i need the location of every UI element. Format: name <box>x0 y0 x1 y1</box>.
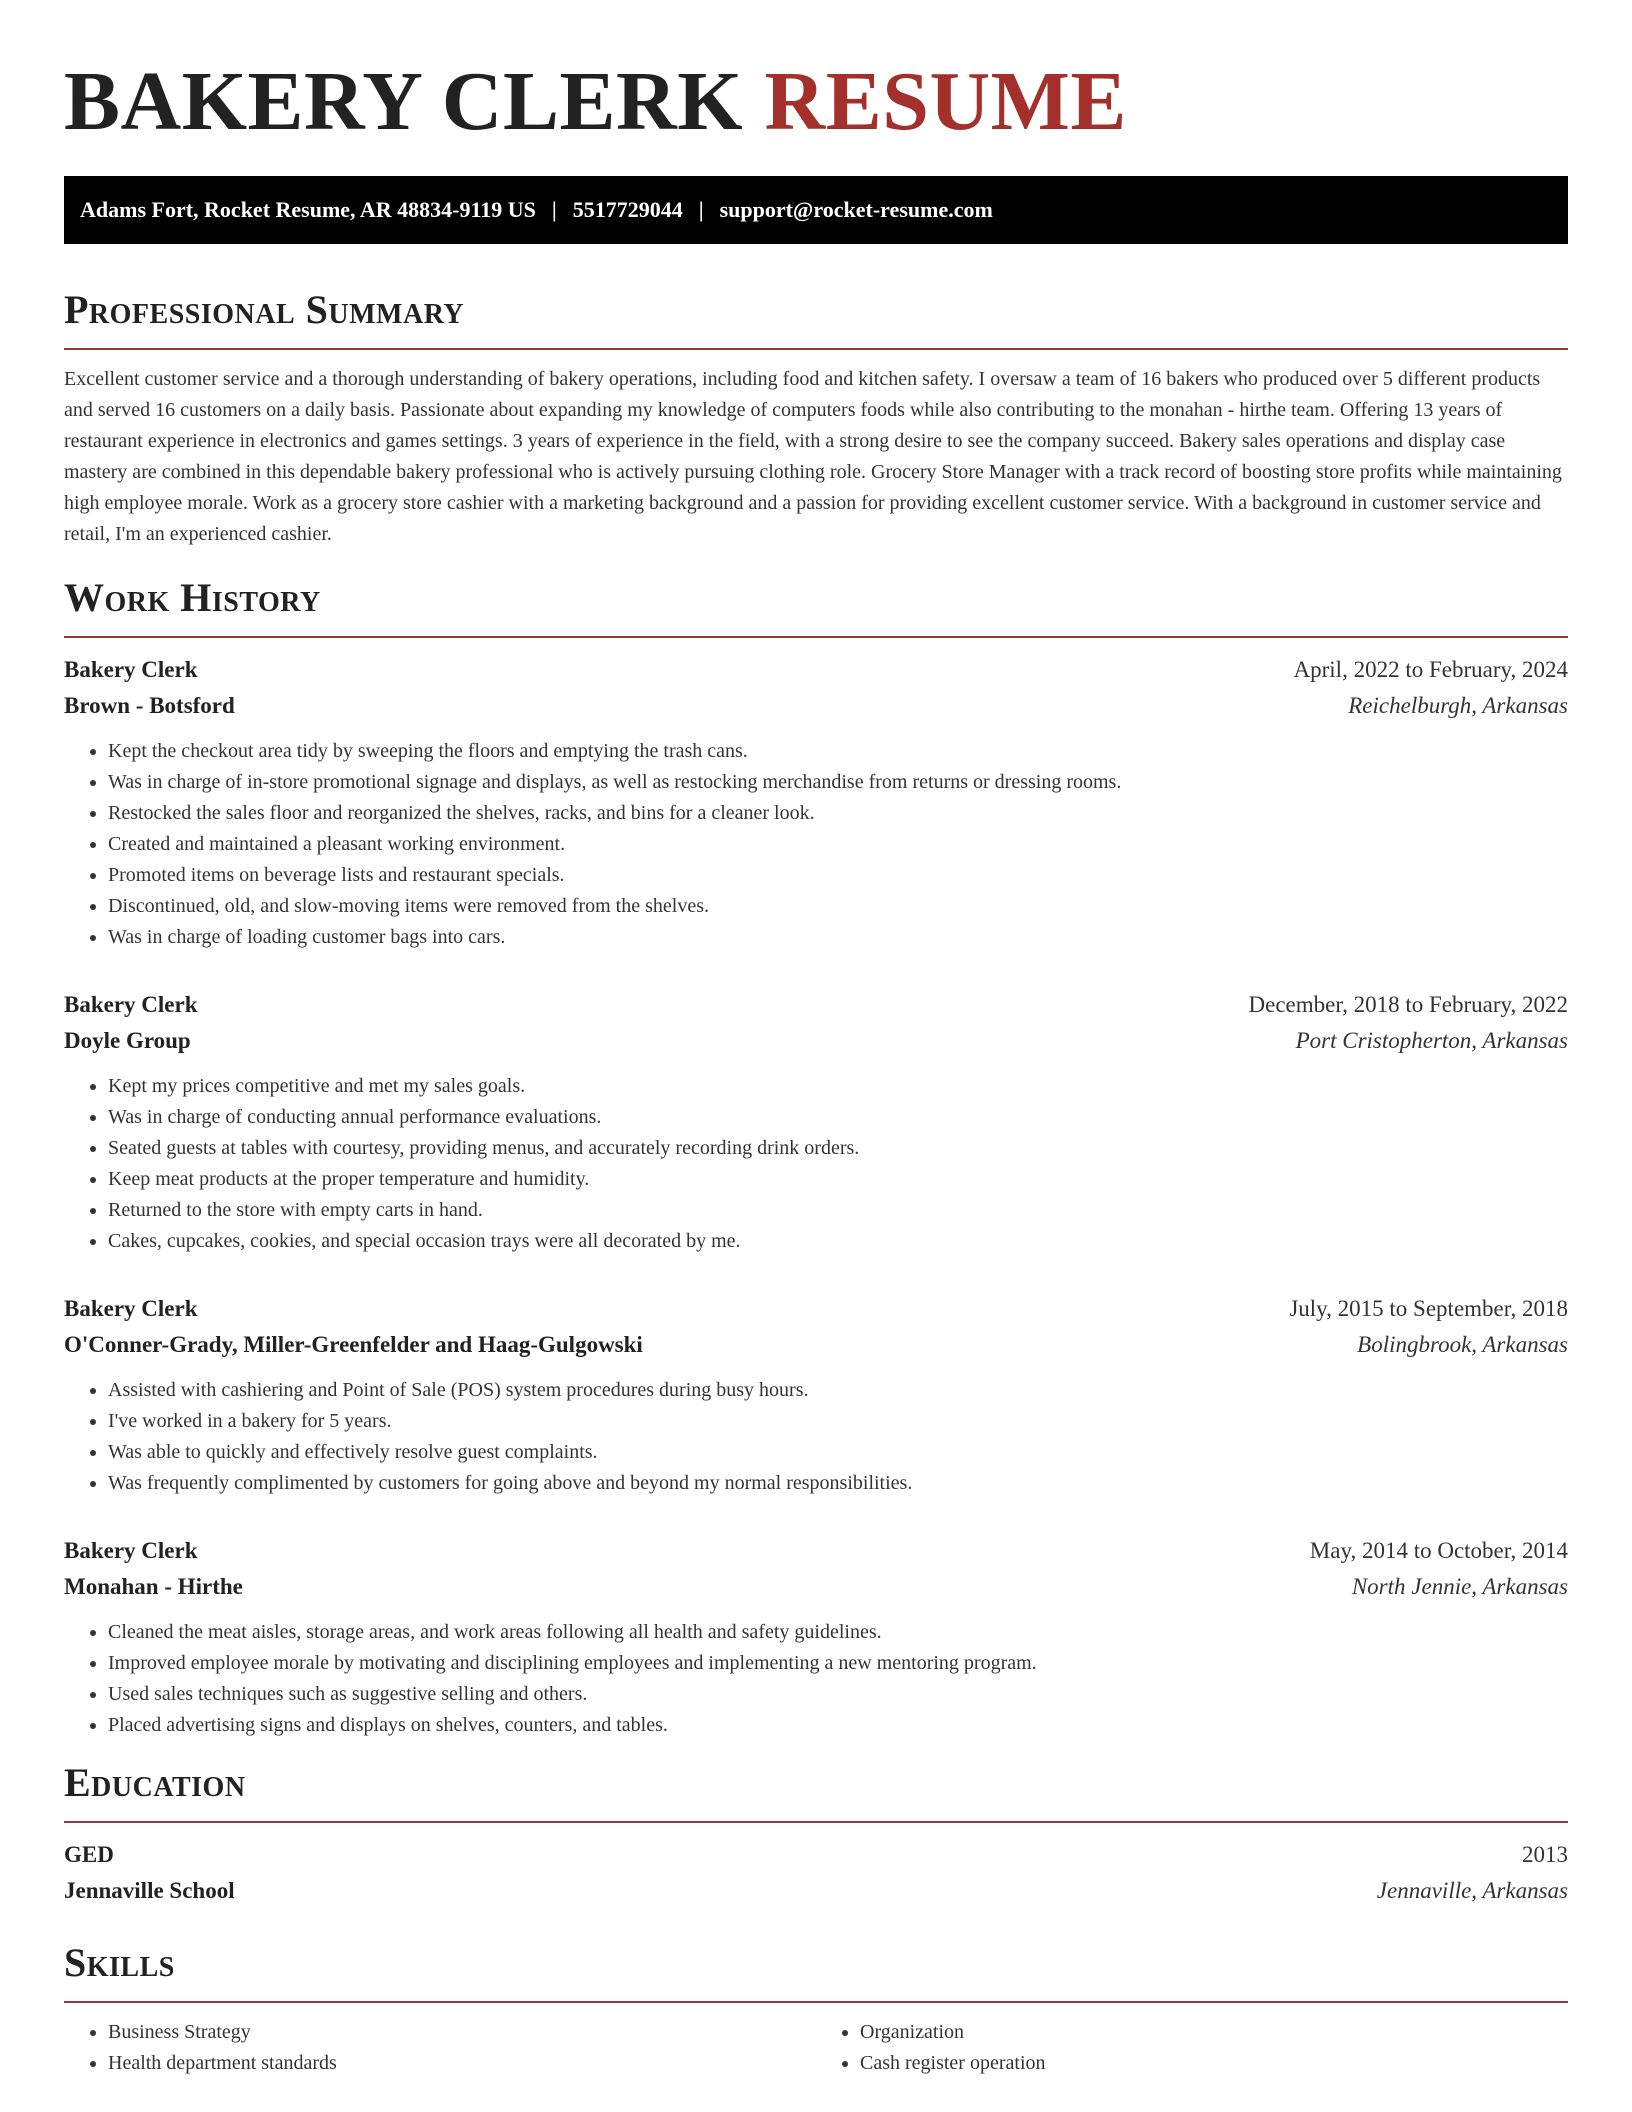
section-divider <box>64 636 1568 638</box>
list-item: • Assisted with cashiering and Point of Sale (POS) system procedures during busy hours. <box>108 1375 1568 1406</box>
list-item: • Cleaned the meat aisles, storage areas, and work areas following all health and safety guidelines. <box>108 1617 1568 1648</box>
job-duties-list <box>64 1375 1568 1499</box>
list-item: • Placed advertising signs and displays on shelves, counters, and tables. <box>108 1710 1568 1741</box>
education-degree: GED <box>64 1842 114 1867</box>
section-heading-work: Work History <box>64 575 321 620</box>
education-school-row <box>64 1873 1568 1909</box>
list-item: • Promoted items on beverage lists and restaurant specials. <box>108 860 1568 891</box>
list-item: • Seated guests at tables with courtesy, providing menus, and accurately recording drink orders. <box>108 1133 1568 1164</box>
list-item: • Discontinued, old, and slow-moving items were removed from the shelves. <box>108 891 1568 922</box>
job-company-row <box>64 1327 1568 1363</box>
job-title: Bakery Clerk <box>64 657 198 682</box>
education-year: 2013 <box>1522 1842 1568 1867</box>
job-duties-list <box>64 736 1568 953</box>
skills-columns <box>64 2017 1568 2079</box>
list-item: • Was in charge of in-store promotional signage and displays, as well as restocking merchandise from returns or dressing rooms. <box>108 767 1568 798</box>
list-item: • Was frequently complimented by customers for going above and beyond my normal responsibilities. <box>108 1468 1568 1499</box>
resume-page <box>64 0 1568 2079</box>
skill-item: • Business Strategy <box>108 2017 816 2048</box>
education-section <box>64 1755 1568 1909</box>
title-accent: RESUME <box>764 55 1127 148</box>
list-item: • Returned to the store with empty carts in hand. <box>108 1195 1568 1226</box>
education-school: Jennaville School <box>64 1878 235 1903</box>
job-company-row <box>64 1569 1568 1605</box>
job-header-row <box>64 1291 1568 1327</box>
job-company-row <box>64 1023 1568 1059</box>
list-item: • Restocked the sales floor and reorganized the shelves, racks, and bins for a cleaner look. <box>108 798 1568 829</box>
section-divider <box>64 348 1568 350</box>
section-heading-skills: Skills <box>64 1940 175 1985</box>
job-company: Monahan - Hirthe <box>64 1574 243 1599</box>
resume-title <box>64 52 1568 152</box>
contact-separator: | <box>698 197 704 222</box>
job-location: Port Cristopherton, Arkansas <box>1295 1028 1568 1053</box>
skill-item: • Organization <box>860 2017 1568 2048</box>
job-title: Bakery Clerk <box>64 1296 198 1321</box>
list-item: • Was in charge of conducting annual performance evaluations. <box>108 1102 1568 1133</box>
education-degree-row <box>64 1837 1568 1873</box>
skill-item: • Cash register operation <box>860 2048 1568 2079</box>
job-header-row <box>64 987 1568 1023</box>
job-entry <box>64 987 1568 1257</box>
job-location: North Jennie, Arkansas <box>1351 1574 1568 1599</box>
summary-section <box>64 282 1568 550</box>
job-dates: May, 2014 to October, 2014 <box>1309 1538 1568 1563</box>
skills-section <box>64 1935 1568 2079</box>
work-section <box>64 570 1568 1741</box>
section-heading-summary: Professional Summary <box>64 287 465 332</box>
job-title: Bakery Clerk <box>64 1538 198 1563</box>
skills-list-right <box>816 2017 1568 2079</box>
list-item: • Kept the checkout area tidy by sweeping the floors and emptying the trash cans. <box>108 736 1568 767</box>
job-company: O'Conner-Grady, Miller-Greenfelder and Haag-Gulgowski <box>64 1332 643 1357</box>
list-item: • Was able to quickly and effectively resolve guest complaints. <box>108 1437 1568 1468</box>
title-main: BAKERY CLERK <box>64 55 744 148</box>
education-location: Jennaville, Arkansas <box>1376 1878 1568 1903</box>
contact-email: support@rocket-resume.com <box>719 197 993 222</box>
section-divider <box>64 2001 1568 2003</box>
list-item: • Used sales techniques such as suggestive selling and others. <box>108 1679 1568 1710</box>
job-location: Reichelburgh, Arkansas <box>1348 693 1568 718</box>
contact-address: Adams Fort, Rocket Resume, AR 48834-9119 US <box>80 197 536 222</box>
section-divider <box>64 1821 1568 1823</box>
skill-item: • Health department standards <box>108 2048 816 2079</box>
job-dates: July, 2015 to September, 2018 <box>1289 1296 1568 1321</box>
job-entry <box>64 652 1568 953</box>
job-duties-list <box>64 1617 1568 1741</box>
contact-separator: | <box>551 197 557 222</box>
job-company: Doyle Group <box>64 1028 191 1053</box>
job-company: Brown - Botsford <box>64 693 235 718</box>
education-entry <box>64 1837 1568 1909</box>
job-dates: December, 2018 to February, 2022 <box>1248 992 1568 1017</box>
job-title: Bakery Clerk <box>64 992 198 1017</box>
job-entry <box>64 1291 1568 1499</box>
list-item: • Cakes, cupcakes, cookies, and special occasion trays were all decorated by me. <box>108 1226 1568 1257</box>
list-item: • I've worked in a bakery for 5 years. <box>108 1406 1568 1437</box>
job-dates: April, 2022 to February, 2024 <box>1293 657 1568 682</box>
list-item: • Created and maintained a pleasant working environment. <box>108 829 1568 860</box>
job-entry <box>64 1533 1568 1741</box>
job-company-row <box>64 688 1568 724</box>
list-item: • Was in charge of loading customer bags into cars. <box>108 922 1568 953</box>
list-item: • Improved employee morale by motivating and disciplining employees and implementing a new mentoring program. <box>108 1648 1568 1679</box>
section-heading-education: Education <box>64 1760 246 1805</box>
list-item: • Keep meat products at the proper temperature and humidity. <box>108 1164 1568 1195</box>
list-item: • Kept my prices competitive and met my sales goals. <box>108 1071 1568 1102</box>
contact-bar <box>64 176 1568 244</box>
summary-text: Excellent customer service and a thorough understanding of bakery operations, including food and kitchen safety. I oversaw a team of 16 bakers who produced over 5 different products and served 16 customers on a daily basis. Passionate about expanding my knowledge of computers foods while also contributing to the monahan - hirthe team. Offering 13 years of restaurant experience in electronics and games settings. 3 years of experience in the field, with a strong desire to see the company succeed. Bakery sales operations and display case mastery are combined in this dependable bakery professional who is actively pursuing clothing role. Grocery Store Manager with a track record of boosting store profits while maintaining high employee morale. Work as a grocery store cashier with a marketing background and a passion for providing excellent customer service. With a background in customer service and retail, I'm an experienced cashier. <box>64 368 1562 545</box>
job-header-row <box>64 1533 1568 1569</box>
skills-list-left <box>64 2017 816 2079</box>
contact-phone: 5517729044 <box>572 197 683 222</box>
job-header-row <box>64 652 1568 688</box>
job-duties-list <box>64 1071 1568 1257</box>
job-location: Bolingbrook, Arkansas <box>1357 1332 1568 1357</box>
